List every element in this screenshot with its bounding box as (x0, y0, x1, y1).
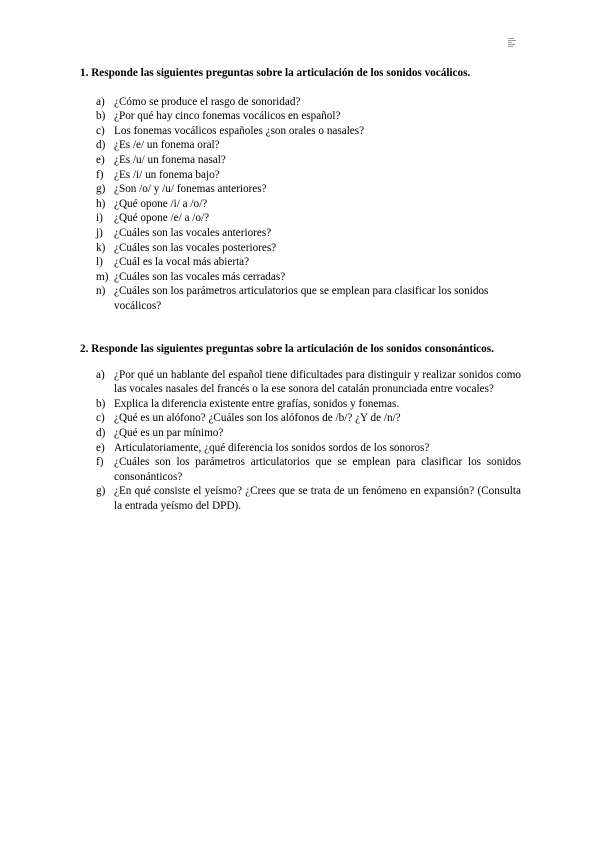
question-letter: c) (96, 124, 105, 137)
question-text: ¿Qué es un alófono? ¿Cuáles son los alófonos de /b/? ¿Y de /n/? (114, 412, 401, 425)
section-heading: 2. Responde las siguientes preguntas sobre la articulación de los sonidos consonánticos. (80, 343, 494, 355)
question-text: ¿Cuál es la vocal más abierta? (114, 256, 250, 269)
question-text: ¿Es /u/ un fonema nasal? (114, 153, 226, 166)
question-letter: e) (96, 153, 105, 166)
question-letter: g) (96, 485, 106, 498)
question-list (80, 368, 521, 514)
section-consonantal (80, 342, 521, 514)
question-text: ¿Cuáles son las vocales más cerradas? (114, 270, 286, 283)
question-letter: d) (96, 426, 106, 439)
question-text: ¿Por qué un hablante del español tiene dificultades para distinguir y realizar sonidos como las vocales nasales del francés o la ese sonora del catalán pronunciada entre vocales? (114, 368, 521, 396)
question-item (80, 241, 521, 256)
question-item (80, 426, 521, 441)
question-item (80, 182, 521, 197)
question-item (80, 270, 521, 285)
question-letter: b) (96, 397, 106, 410)
question-item (80, 397, 521, 412)
question-letter: k) (96, 241, 106, 254)
question-letter: f) (96, 456, 104, 469)
question-text: Los fonemas vocálicos españoles ¿son orales o nasales? (114, 124, 365, 137)
question-item (80, 153, 521, 168)
question-text: Articulatoriamente, ¿qué diferencia los sonidos sordos de los sonoros? (114, 441, 430, 454)
question-text: ¿Cuáles son las vocales posteriores? (114, 241, 277, 254)
question-letter: n) (96, 285, 106, 298)
question-text: ¿Cuáles son los parámetros articulatorios que se emplean para clasificar los sonidos consonánticos? (114, 456, 521, 483)
question-item (80, 197, 521, 212)
section-heading: 1. Responde las siguientes preguntas sobre la articulación de los sonidos vocálicos. (80, 67, 471, 79)
question-letter: g) (96, 183, 106, 196)
question-letter: m) (96, 270, 109, 283)
question-letter: j) (96, 226, 103, 239)
question-letter: h) (96, 197, 106, 210)
question-letter: l) (96, 256, 103, 269)
question-text: ¿Cuáles son las vocales anteriores? (114, 226, 272, 239)
question-item (80, 368, 521, 397)
question-item (80, 109, 521, 124)
question-text: ¿Qué es un par mínimo? (114, 426, 224, 439)
question-item (80, 455, 521, 484)
question-item (80, 484, 521, 513)
question-text: ¿Es /i/ un fonema bajo? (114, 168, 220, 181)
question-text: ¿Cómo se produce el rasgo de sonoridad? (114, 95, 301, 108)
question-item (80, 168, 521, 183)
question-letter: i) (96, 212, 103, 225)
question-item (80, 211, 521, 226)
question-item (80, 255, 521, 270)
question-item (80, 411, 521, 426)
question-letter: e) (96, 441, 105, 454)
question-text: ¿Por qué hay cinco fonemas vocálicos en español? (114, 110, 341, 123)
question-item (80, 226, 521, 241)
question-text: ¿Son /o/ y /u/ fonemas anteriores? (114, 183, 267, 196)
section-vocalic (80, 66, 521, 314)
question-letter: d) (96, 139, 106, 152)
question-text: ¿Qué opone /e/ a /o/? (114, 212, 210, 225)
question-text: ¿Cuáles son los parámetros articulatorios que se emplean para clasificar los sonidos vocálicos? (114, 285, 489, 312)
question-letter: f) (96, 168, 104, 181)
question-item (80, 138, 521, 153)
question-letter: a) (96, 95, 105, 108)
question-item (80, 95, 521, 110)
question-text: Explica la diferencia existente entre grafías, sonidos y fonemas. (114, 397, 400, 410)
question-item (80, 284, 521, 313)
question-letter: b) (96, 110, 106, 123)
question-letter: a) (96, 368, 105, 381)
question-text: ¿Es /e/ un fonema oral? (114, 139, 220, 152)
question-letter: c) (96, 412, 105, 425)
question-text: ¿En qué consiste el yeísmo? ¿Crees que se trata de un fenómeno en expansión? (Consulta la entrada yeísmo del DPD). (114, 485, 521, 512)
document-icon (507, 37, 517, 49)
question-list (80, 95, 521, 314)
question-text: ¿Qué opone /i/ a /o/? (114, 197, 208, 210)
question-item (80, 441, 521, 456)
question-item (80, 124, 521, 139)
